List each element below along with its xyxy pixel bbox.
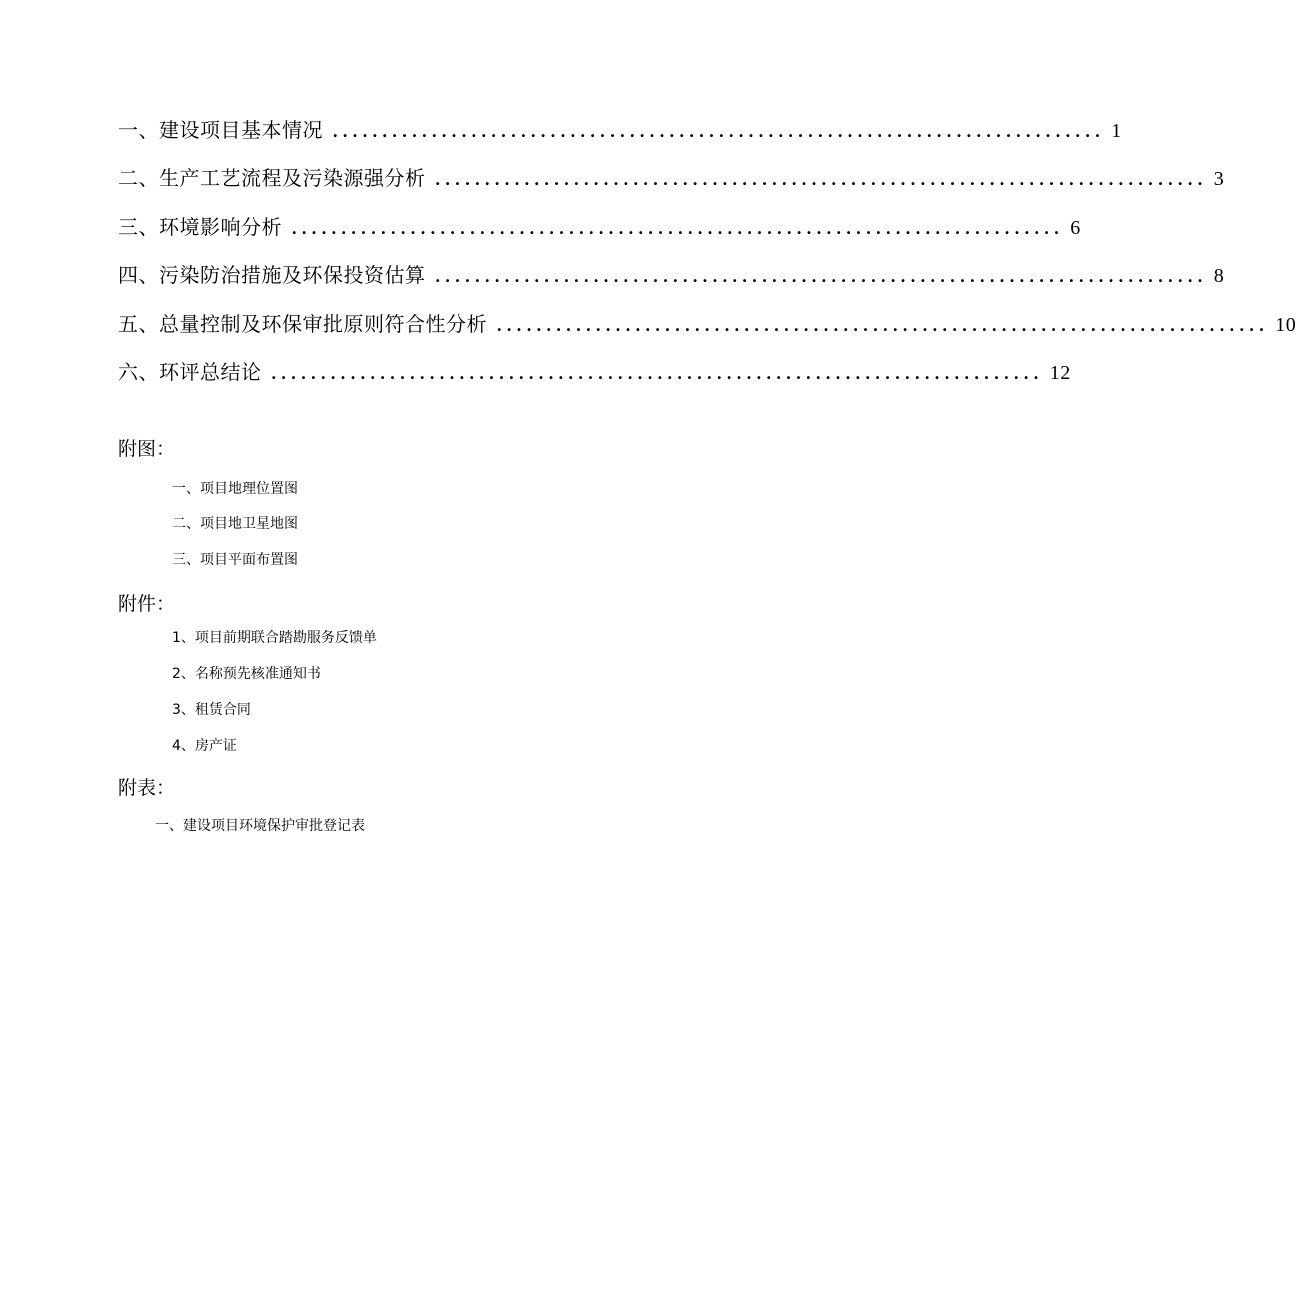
toc-leader-dots: .............................................................................. xyxy=(435,266,1208,287)
toc-leader-dots: .............................................................................. xyxy=(497,314,1270,335)
attachment-item: 4、房产证 xyxy=(172,738,237,754)
tables-heading: 附表： xyxy=(118,777,176,799)
toc-entry-title: 四、污染防治措施及环保投资估算 xyxy=(118,263,426,288)
attachment-item: 2、名称预先核准通知书 xyxy=(172,666,321,682)
toc-entry-5[interactable] xyxy=(118,304,1296,352)
toc-entry-page: 6 xyxy=(1070,216,1081,239)
toc-entry-page: 3 xyxy=(1213,168,1225,191)
toc-leader-dots: .............................................................................. xyxy=(435,169,1208,190)
toc-entry-title: 六、环评总结论 xyxy=(118,359,262,384)
toc-entry-4[interactable] xyxy=(118,255,1225,303)
toc-entry-title: 二、生产工艺流程及污染源强分析 xyxy=(118,166,426,191)
toc-entry-1[interactable] xyxy=(118,110,1122,158)
toc-entry-2[interactable] xyxy=(118,158,1225,206)
toc-entry-title: 五、总量控制及环保审批原则符合性分析 xyxy=(118,311,487,336)
toc-entry-title: 三、环境影响分析 xyxy=(118,214,282,239)
toc-leader-dots: .............................................................................. xyxy=(333,121,1106,141)
figure-item: 一、项目地理位置图 xyxy=(172,481,298,497)
table-item: 一、建设项目环境保护审批登记表 xyxy=(155,818,365,834)
attachment-item: 3、租赁合同 xyxy=(172,702,251,718)
toc-entry-6[interactable] xyxy=(118,352,1071,400)
figure-item: 二、项目地卫星地图 xyxy=(172,516,298,532)
toc-entry-page: 8 xyxy=(1213,265,1225,288)
toc-entry-page: 1 xyxy=(1111,120,1122,142)
figure-item: 三、项目平面布置图 xyxy=(172,552,298,568)
toc-entry-page: 12 xyxy=(1049,361,1071,384)
toc-entry-title: 一、建设项目基本情况 xyxy=(118,118,323,142)
table-of-contents xyxy=(118,110,1296,400)
toc-leader-dots: .............................................................................. xyxy=(292,217,1065,238)
toc-leader-dots: .............................................................................. xyxy=(271,362,1044,383)
toc-entry-page: 10 xyxy=(1275,313,1296,336)
toc-entry-3[interactable] xyxy=(118,207,1081,255)
attachment-item: 1、项目前期联合踏勘服务反馈单 xyxy=(172,630,377,646)
figures-heading: 附图： xyxy=(118,438,176,460)
attachments-heading: 附件： xyxy=(118,593,176,615)
